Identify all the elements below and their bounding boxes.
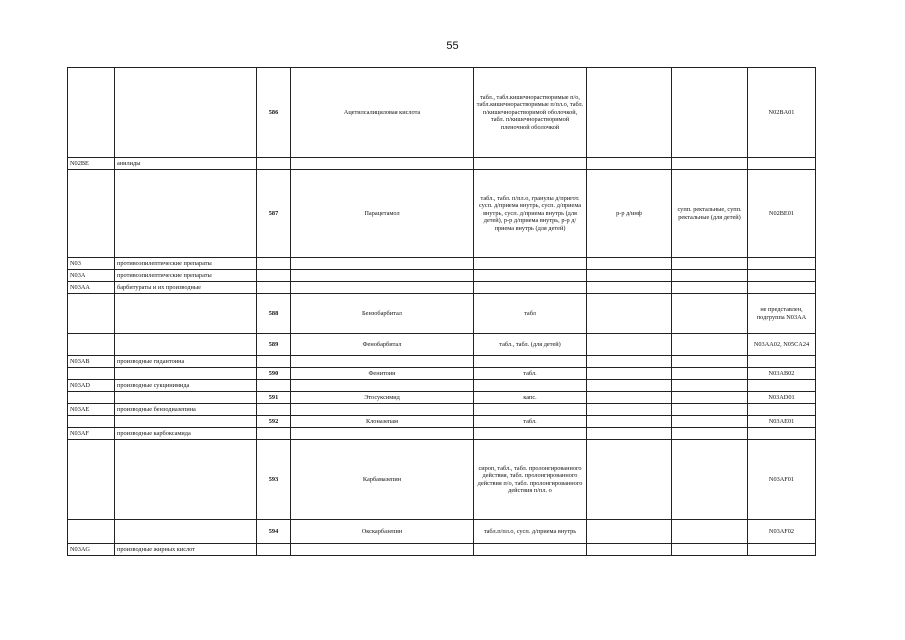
row-number [257,428,291,440]
drug-name: Фенитоин [291,368,474,380]
dosage-form-other [672,520,748,544]
group-description [115,68,257,158]
dosage-form-other [672,158,748,170]
dosage-form-injection [587,440,672,520]
group-description: противоэпилептические препараты [115,270,257,282]
row-number [257,158,291,170]
row-number: 590 [257,368,291,380]
atc-code: N03AF02 [748,520,816,544]
atc-code: N03AE01 [748,416,816,428]
atc-group-code: N03AG [68,544,115,556]
row-number [257,356,291,368]
dosage-form-injection [587,294,672,334]
row-number [257,544,291,556]
row-number: 589 [257,334,291,356]
dosage-form-injection: р-р д/инф [587,170,672,258]
dosage-form-other [672,282,748,294]
table-row [68,368,816,380]
dosage-form: табл.п/пл.о, сусп. д/приема внутрь [474,520,587,544]
atc-group-code [68,392,115,404]
row-number [257,380,291,392]
atc-group-code: N03AA [68,282,115,294]
dosage-form-injection [587,428,672,440]
row-number: 587 [257,170,291,258]
group-description: барбитураты и их производные [115,282,257,294]
dosage-form-other [672,440,748,520]
page-number: 55 [446,40,459,52]
group-description [115,368,257,380]
dosage-form-injection [587,368,672,380]
table-row [68,282,816,294]
dosage-form [474,428,587,440]
row-number: 586 [257,68,291,158]
table-row [68,356,816,368]
dosage-form [474,258,587,270]
atc-group-code: N03AB [68,356,115,368]
dosage-form-other [672,356,748,368]
dosage-form-other [672,392,748,404]
dosage-form-injection [587,380,672,392]
row-number [257,404,291,416]
atc-code [748,158,816,170]
table-row [68,380,816,392]
dosage-form-injection [587,404,672,416]
drug-name [291,270,474,282]
drug-name: Карбамазепин [291,440,474,520]
row-number [257,258,291,270]
dosage-form: табл., табл. п/пл.о, гранулы д/пригот. сусп. д/приема внутрь, сусп. д/приема внутрь, сусп. д/приема внутрь (для детей), р-р д/приема внутрь, р-р д/приема внутрь (для детей) [474,170,587,258]
atc-group-code [68,334,115,356]
row-number: 588 [257,294,291,334]
table-row [68,68,816,158]
atc-code [748,428,816,440]
atc-code [748,404,816,416]
atc-group-code [68,68,115,158]
table-row [68,440,816,520]
dosage-form: табл. [474,368,587,380]
dosage-form-other [672,258,748,270]
table-row [68,428,816,440]
drug-name [291,356,474,368]
dosage-form-other [672,544,748,556]
drug-name [291,380,474,392]
dosage-form [474,380,587,392]
group-description [115,294,257,334]
table-row [68,170,816,258]
dosage-form [474,356,587,368]
dosage-form-other [672,294,748,334]
dosage-form-other [672,428,748,440]
dosage-form [474,270,587,282]
row-number [257,270,291,282]
dosage-form: табл. [474,416,587,428]
dosage-form-injection [587,544,672,556]
atc-group-code: N03AD [68,380,115,392]
atc-group-code: N03 [68,258,115,270]
atc-code: N02BA01 [748,68,816,158]
dosage-form-injection [587,68,672,158]
atc-code [748,356,816,368]
atc-group-code: N02BE [68,158,115,170]
drug-name [291,428,474,440]
drug-name: Бензобарбитал [291,294,474,334]
atc-group-code [68,368,115,380]
group-description: производные жирных кислот [115,544,257,556]
drug-name [291,404,474,416]
table-row [68,544,816,556]
dosage-form-injection [587,520,672,544]
dosage-form-injection [587,416,672,428]
table-row [68,158,816,170]
drug-name: Окскарбазепин [291,520,474,544]
atc-group-code [68,416,115,428]
group-description [115,170,257,258]
dosage-form: табл [474,294,587,334]
group-description [115,440,257,520]
drug-name: Этосуксимид [291,392,474,404]
dosage-form-other: супп. ректальные, супп. ректальные (для детей) [672,170,748,258]
dosage-form: сироп, табл., табл. пролонгированного действия, табл. пролонгированного действия п/о, табл. пролонгированного действия п/пл. о [474,440,587,520]
dosage-form-other [672,380,748,392]
dosage-form [474,158,587,170]
row-number: 593 [257,440,291,520]
dosage-form: капс. [474,392,587,404]
dosage-form-injection [587,270,672,282]
atc-group-code: N03AF [68,428,115,440]
group-description: анилиды [115,158,257,170]
dosage-form-other [672,334,748,356]
atc-code [748,282,816,294]
atc-group-code [68,440,115,520]
table-row [68,416,816,428]
drug-table [67,67,816,556]
drug-name [291,258,474,270]
atc-code: N02BE01 [748,170,816,258]
row-number: 592 [257,416,291,428]
drug-name: Ацетилсалициловая кислота [291,68,474,158]
group-description: производные карбоксамида [115,428,257,440]
atc-code [748,380,816,392]
dosage-form-injection [587,282,672,294]
table-row [68,520,816,544]
drug-name: Фенобарбитал [291,334,474,356]
group-description: производные бензодиазепина [115,404,257,416]
atc-group-code [68,294,115,334]
atc-code: не представлен, подгруппа N03AA [748,294,816,334]
dosage-form-injection [587,334,672,356]
table-row [68,334,816,356]
dosage-form-injection [587,392,672,404]
atc-group-code: N03A [68,270,115,282]
row-number: 594 [257,520,291,544]
group-description [115,392,257,404]
atc-group-code: N03AE [68,404,115,416]
drug-name [291,544,474,556]
row-number [257,282,291,294]
dosage-form-other [672,68,748,158]
group-description: производные гидантоина [115,356,257,368]
dosage-form-injection [587,356,672,368]
drug-name: Клоназепам [291,416,474,428]
dosage-form-injection [587,258,672,270]
atc-group-code [68,170,115,258]
drug-name [291,282,474,294]
row-number: 591 [257,392,291,404]
group-description [115,334,257,356]
group-description: противоэпилептические препараты [115,258,257,270]
table-row [68,258,816,270]
dosage-form [474,282,587,294]
atc-group-code [68,520,115,544]
drug-name: Парацетамол [291,170,474,258]
table-row [68,294,816,334]
atc-code: N03AF01 [748,440,816,520]
dosage-form-injection [587,158,672,170]
dosage-form: табл., табл. (для детей) [474,334,587,356]
dosage-form-other [672,368,748,380]
drug-name [291,158,474,170]
dosage-form [474,404,587,416]
group-description [115,416,257,428]
table-row [68,392,816,404]
atc-code: N03AD01 [748,392,816,404]
group-description: производные сукцинимида [115,380,257,392]
dosage-form-other [672,404,748,416]
table-row [68,404,816,416]
dosage-form-other [672,416,748,428]
atc-code: N03AA02, N05CA24 [748,334,816,356]
dosage-form [474,544,587,556]
atc-code [748,270,816,282]
atc-code: N03AB02 [748,368,816,380]
dosage-form: табл., табл.кишечнорастворимые п/о, табл.кишечнорастворимые п/пл.о, табл. п/кишечнорастворимой оболочкой, табл. п/кишечнорастворимой пленочной оболочкой [474,68,587,158]
atc-code [748,258,816,270]
group-description [115,520,257,544]
table-row [68,270,816,282]
atc-code [748,544,816,556]
dosage-form-other [672,270,748,282]
